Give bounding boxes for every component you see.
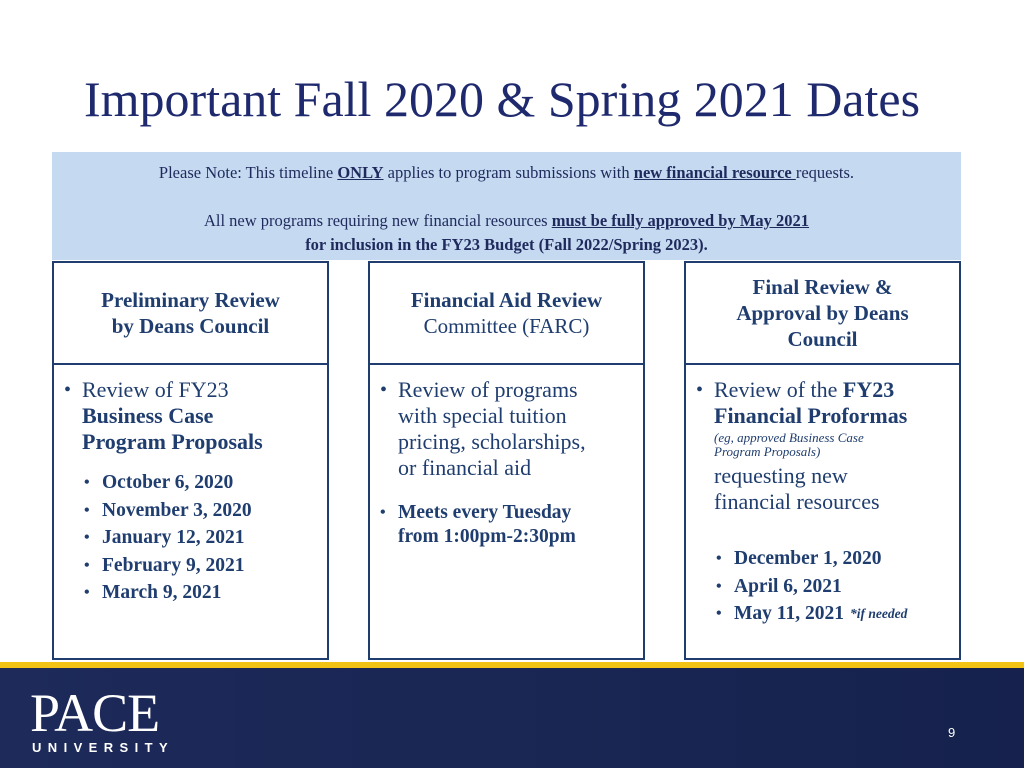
date-list [64,469,319,607]
bullet-icon: • [84,501,90,519]
list-item: • December 1, 2020 [716,545,951,573]
bullet-icon: • [716,550,722,567]
column-heading: Final Review & Approval by Deans Council [684,261,961,365]
column-heading: Preliminary Review by Deans Council [52,261,329,365]
bullet-icon: • [716,577,722,595]
list-item: • February 9, 2021 [84,552,319,580]
note-line-1: Please Note: This timeline ONLY applies to program submissions with new financial resource requests. [158,163,855,182]
note-line-2: All new programs requiring new financial resources must be fully approved by May 2021 [203,211,810,230]
main-bullet: • Review of the FY23 Financial Proformas (eg, approved Business Case Program Proposals) requesting new financial resources [696,377,908,514]
list-item: • October 6, 2020 [84,469,319,497]
list-item: • May 11, 2021 *if needed [716,600,951,628]
list-item: • April 6, 2021 [716,573,951,601]
italic-note: (eg, approved Business Case Program Proposals) [714,430,864,459]
bullet-icon: • [84,584,90,601]
main-bullet: • Review of programs with special tuition pricing, scholarships, or financial aid [380,377,586,480]
new-financial-resource-emphasis: new financial resource [633,163,796,182]
column-body [684,363,961,660]
pace-university-logo: PACE UNIVERSITY [30,683,175,755]
list-item: • March 9, 2021 [84,579,319,607]
meeting-list [380,501,635,549]
bullet-icon: • [64,379,72,401]
list-item: • November 3, 2020 [84,497,319,525]
bullet-icon: • [696,379,704,401]
list-item: • January 12, 2021 [84,524,319,552]
bullet-icon: • [84,474,90,491]
column-heading: Financial Aid Review Committee (FARC) [368,261,645,365]
main-bullet: • Review of FY23 Business Case Program Proposals [64,377,263,454]
date-list [696,545,951,628]
bullet-icon: • [716,605,722,622]
bullet-icon: • [84,529,90,546]
if-needed-note: *if needed [849,606,908,621]
only-emphasis: ONLY [337,163,384,182]
page-number: 9 [948,725,956,740]
column-body [368,363,645,660]
note-line-3: for inclusion in the FY23 Budget (Fall 2022/Spring 2023). [305,235,708,254]
bullet-icon: • [380,504,386,521]
column-body [52,363,329,660]
list-item: • Meets every Tuesday from 1:00pm-2:30pm [380,502,576,547]
note-box [52,152,961,260]
slide-title: Important Fall 2020 & Spring 2021 Dates [84,71,921,127]
approval-deadline-emphasis: must be fully approved by May 2021 [551,211,810,230]
bullet-icon: • [84,556,90,574]
bullet-icon: • [380,379,388,401]
footer-bar [0,668,1024,768]
